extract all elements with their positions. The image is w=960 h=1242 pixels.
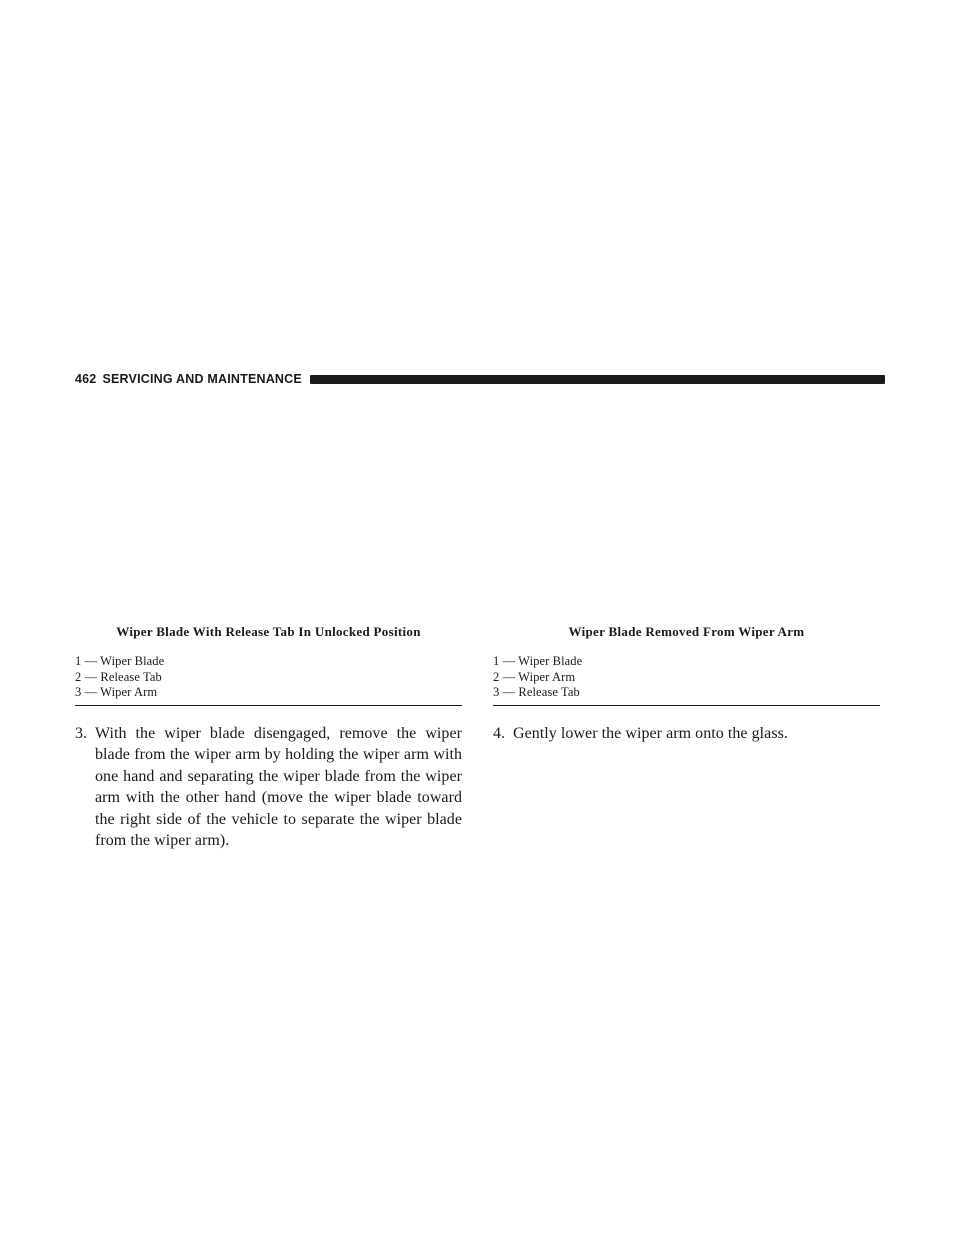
step-number: 3. (75, 724, 88, 742)
legend-item: 3 — Wiper Arm (75, 685, 158, 699)
step-text: With the wiper blade disengaged, remove the wiper blade from the wiper arm by holding the wiper arm with one hand and separating the wiper blade from the wiper arm with the other hand (move the wiper blade toward the right side of the vehicle to separate the wiper blade from the wiper arm). (95, 724, 462, 849)
right-figure-caption: Wiper Blade Removed From Wiper Arm (568, 624, 805, 639)
page-number: 462 (75, 372, 97, 386)
section-title: SERVICING AND MAINTENANCE (102, 372, 302, 386)
figure-image-area (75, 400, 885, 610)
step-text: Gently lower the wiper arm onto the glass. (513, 724, 788, 742)
page-header (75, 370, 885, 388)
left-figure-legend (75, 654, 462, 706)
right-figure-legend (493, 654, 880, 706)
step-3 (75, 723, 462, 852)
left-column (75, 624, 462, 868)
legend-item: 2 — Release Tab (75, 669, 162, 684)
legend-item: 3 — Release Tab (493, 685, 580, 699)
legend-item: 1 — Wiper Blade (75, 654, 165, 668)
legend-item: 2 — Wiper Arm (493, 669, 576, 684)
header-rule (310, 375, 885, 384)
step-number: 4. (493, 724, 506, 742)
left-figure-caption: Wiper Blade With Release Tab In Unlocked Position (116, 624, 421, 639)
right-column (493, 624, 880, 760)
legend-item: 1 — Wiper Blade (493, 654, 583, 668)
step-4 (493, 723, 880, 745)
